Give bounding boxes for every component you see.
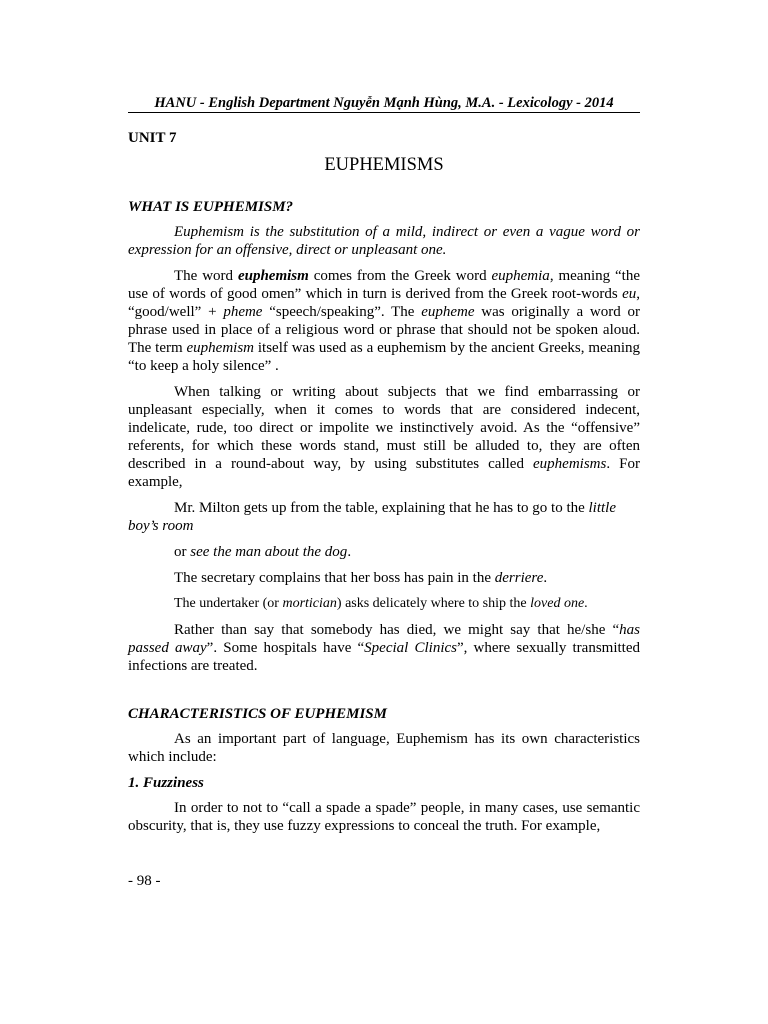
unit-label: UNIT 7 bbox=[128, 130, 177, 146]
example-secretary: The secretary complains that her boss has pain in the derriere. bbox=[174, 570, 548, 586]
fuzziness-paragraph: In order to not to “call a spade a spade” people, in many cases, use semantic obscurity, that is, they use fuzzy expressions to conceal the truth. For example, bbox=[128, 800, 640, 834]
example-passed-away: Rather than say that somebody has died, we might say that he/she “has passed away”. Some hospitals have “Special Clinics”, where sexually transmitted infections are treated. bbox=[128, 622, 640, 674]
page-number: - 98 - bbox=[128, 873, 161, 889]
example-milton: Mr. Milton gets up from the table, explaining that he has to go to the little boy’s room bbox=[128, 500, 617, 534]
subheading-fuzziness: 1. Fuzziness bbox=[128, 775, 204, 791]
definition-paragraph: Euphemism is the substitution of a mild, indirect or even a vague word or expression for an offensive, direct or unpleasant one. bbox=[128, 224, 640, 258]
page-title: EUPHEMISMS bbox=[324, 155, 444, 175]
running-header: HANU - English Department Nguyễn Mạnh Hùng, M.A. - Lexicology - 2014 bbox=[128, 94, 640, 113]
origin-paragraph: The word euphemism comes from the Greek word euphemia, meaning “the use of words of good omen” which in turn is derived from the Greek root-words eu, “good/well” + pheme “speech/speaking”. The eupheme was originally a word or phrase used in place of a religious word or phrase that should not be spoken aloud. The term euphemism itself was used as a euphemism by the ancient Greeks, meaning “to keep a holy silence” . bbox=[128, 268, 641, 374]
example-dog: or see the man about the dog. bbox=[174, 544, 352, 560]
usage-paragraph: When talking or writing about subjects that we find embarrassing or unpleasant especially, when it comes to words that are considered indecent, indelicate, rude, too direct or impolite we instinctively avoid. As the “offensive” referents, for which these words stand, must still be alluded to, they are often described in a round-about way, by using substitutes called euphemisms. For example, bbox=[128, 384, 640, 490]
characteristics-intro: As an important part of language, Euphemism has its own characteristics which include: bbox=[128, 731, 640, 765]
page-body bbox=[128, 128, 640, 835]
section-heading-characteristics: CHARACTERISTICS OF EUPHEMISM bbox=[128, 706, 387, 722]
example-undertaker: The undertaker (or mortician) asks delicately where to ship the loved one. bbox=[174, 596, 588, 611]
section-heading-what-is: WHAT IS EUPHEMISM? bbox=[128, 199, 294, 215]
